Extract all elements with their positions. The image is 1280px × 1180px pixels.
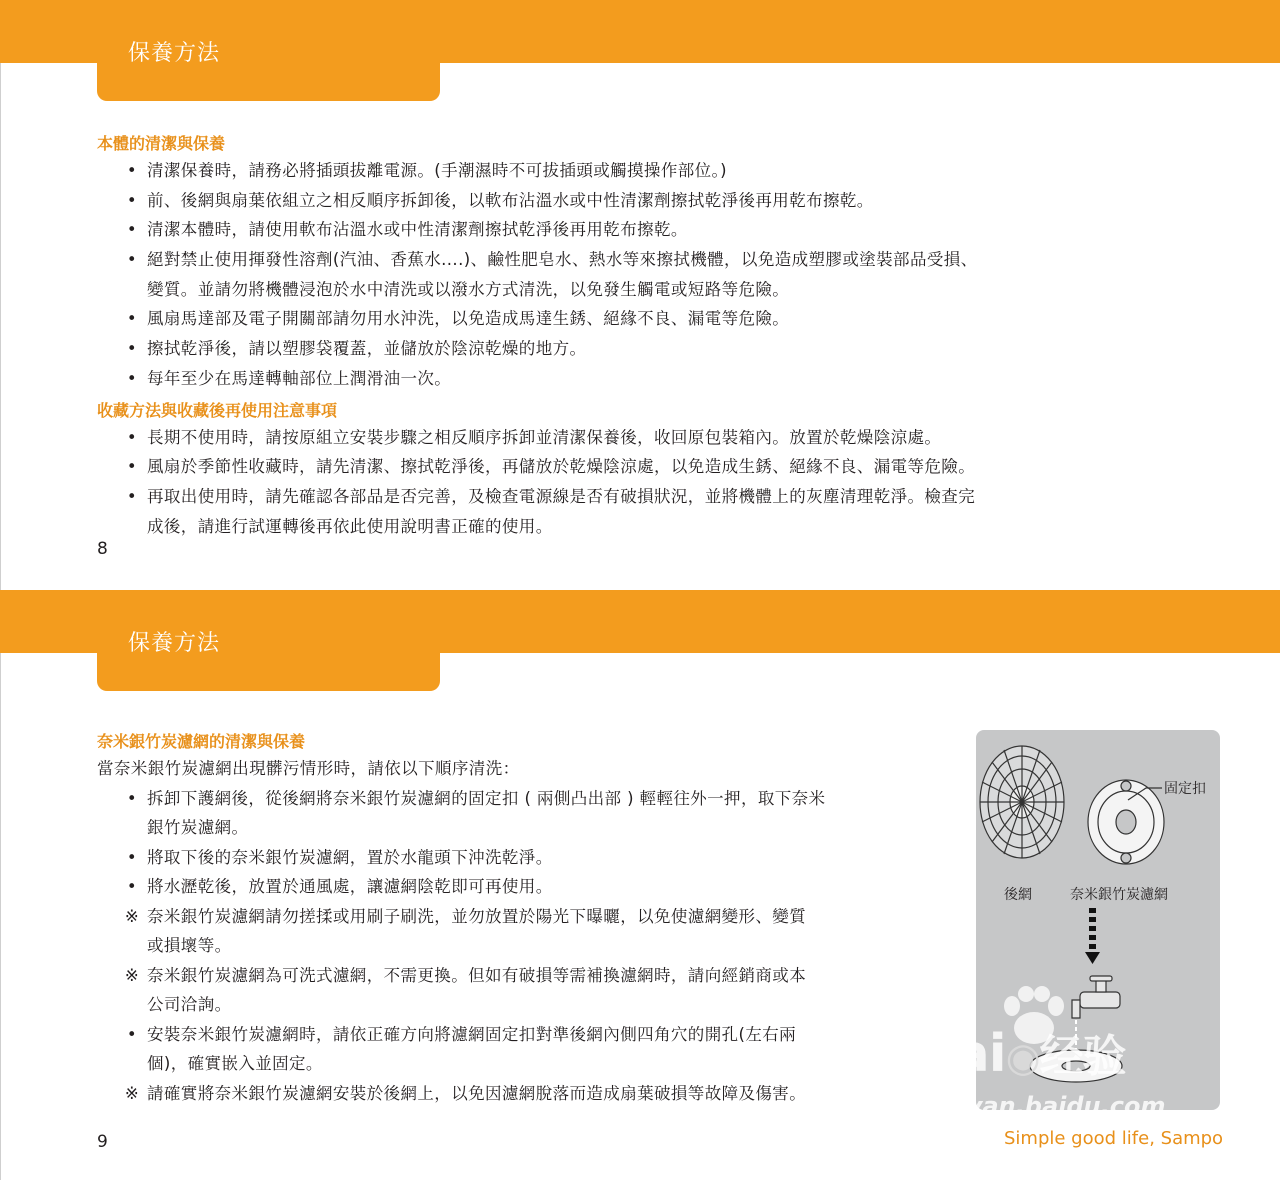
list-item: • 將取下後的奈米銀竹炭濾網，置於水龍頭下沖洗乾淨。: [124, 843, 954, 873]
bullet-dot-icon: •: [126, 309, 138, 328]
bullet-dot-icon: •: [126, 220, 138, 239]
note-item-continuation: 公司洽詢。: [147, 995, 232, 1014]
bullet-dot-icon: •: [126, 339, 138, 358]
note-mark-icon: ※: [124, 966, 140, 985]
fan-back-grill-icon: [980, 746, 1064, 858]
note-item-continuation: 或損壞等。: [147, 936, 232, 955]
note-mark-icon: ※: [124, 907, 140, 926]
list-item: • 清潔保養時，請務必將插頭拔離電源。(手潮濕時不可拔插頭或觸摸操作部位。): [124, 156, 1124, 186]
list-item-continuation: 個)，確實嵌入並固定。: [147, 1054, 323, 1073]
page-number: 9: [97, 1132, 108, 1152]
list-item: • 風扇馬達部及電子開關部請勿用水沖洗，以免造成馬達生銹、絕緣不良、漏電等危險。: [124, 304, 1124, 334]
bullet-dot-icon: •: [126, 428, 138, 447]
list-item: • 風扇於季節性收藏時，請先清潔、擦拭乾淨後，再儲放於乾燥陰涼處，以免造成生銹、絕緣不良、漏電等危險。: [124, 452, 1124, 482]
section-heading-filter: 奈米銀竹炭濾網的清潔與保養: [97, 732, 306, 751]
watermark-brand: Bai◉经验: [916, 1024, 1126, 1084]
page-number: 8: [97, 539, 108, 559]
list-item: • 拆卸下護網後，從後網將奈米銀竹炭濾網的固定扣 ( 兩側凸出部 ) 輕輕往外一押，取下奈米: [124, 784, 954, 814]
label-filter: 奈米銀竹炭濾網: [1070, 887, 1168, 903]
list-item: • 前、後網與扇葉依組立之相反順序拆卸後，以軟布沾溫水或中性清潔劑擦拭乾淨後再用乾布擦乾。: [124, 186, 1124, 216]
bullet-dot-icon: •: [126, 250, 138, 269]
bullet-dot-icon: •: [126, 457, 138, 476]
brand-slogan: Simple good life, Sampo: [1004, 1128, 1224, 1149]
bullet-dot-icon: •: [126, 848, 138, 867]
section-heading-body-cleaning: 本體的清潔與保養: [97, 134, 226, 153]
label-clip: 固定扣: [1164, 781, 1206, 797]
list-item: • 絕對禁止使用揮發性溶劑(汽油、香蕉水....)、鹼性肥皂水、熱水等來擦拭機體，以免造成塑膠或塗裝部品受損、: [124, 245, 1124, 275]
list-item: • 將水瀝乾後，放置於通風處，讓濾網陰乾即可再使用。: [124, 872, 954, 902]
note-item: ※ 請確實將奈米銀竹炭濾網安裝於後網上，以免因濾網脫落而造成扇葉破損等故障及傷害。: [124, 1079, 954, 1109]
page-title: 保養方法: [128, 41, 221, 66]
note-mark-icon: ※: [124, 1084, 140, 1103]
page-9: [0, 590, 1280, 1180]
list-item-continuation: 變質。並請勿將機體浸泡於水中清洗或以潑水方式清洗，以免發生觸電或短路等危險。: [147, 280, 790, 299]
list-item-continuation: 銀竹炭濾網。: [147, 818, 249, 837]
bullet-dot-icon: •: [126, 161, 138, 180]
bullet-dot-icon: •: [126, 877, 138, 896]
list-item: • 安裝奈米銀竹炭濾網時，請依正確方向將濾網固定扣對準後網內側四角穴的開孔(左右兩: [124, 1020, 954, 1050]
list-item: • 再取出使用時，請先確認各部品是否完善，及檢查電源線是否有破損狀況，並將機體上的灰塵清理乾淨。檢查完: [124, 482, 1124, 512]
watermark-url: jingyan.baidu.com: [916, 1092, 1166, 1120]
note-item: ※ 奈米銀竹炭濾網請勿搓揉或用刷子刷洗，並勿放置於陽光下曝曬，以免使濾網變形、變質: [124, 902, 954, 932]
list-item-continuation: 成後，請進行試運轉後再依此使用說明書正確的使用。: [147, 517, 553, 536]
page-left-border: [0, 590, 1, 1180]
list-item: • 擦拭乾淨後，請以塑膠袋覆蓋，並儲放於陰涼乾燥的地方。: [124, 334, 1124, 364]
bullet-dot-icon: •: [126, 789, 138, 808]
down-arrow-icon: [1085, 908, 1100, 964]
page-title: 保養方法: [128, 631, 221, 656]
note-item: ※ 奈米銀竹炭濾網為可洗式濾網，不需更換。但如有破損等需補換濾網時，請向經銷商或本: [124, 961, 954, 991]
section-heading-storage: 收藏方法與收藏後再使用注意事項: [97, 401, 338, 420]
intro-text: 當奈米銀竹炭濾網出現髒污情形時，請依以下順序清洗：: [97, 759, 520, 778]
bullet-dot-icon: •: [126, 191, 138, 210]
list-item: • 每年至少在馬達轉軸部位上潤滑油一次。: [124, 364, 1124, 394]
bullet-dot-icon: •: [126, 487, 138, 506]
page-left-border: [0, 0, 1, 590]
list-item: • 長期不使用時，請按原組立安裝步驟之相反順序拆卸並清潔保養後，收回原包裝箱內。放置於乾燥陰涼處。: [124, 423, 1124, 453]
filter-disc-icon: [1088, 780, 1164, 864]
bullet-dot-icon: •: [126, 1025, 138, 1044]
water-tap-icon: [1072, 976, 1120, 1018]
list-item: • 清潔本體時，請使用軟布沾溫水或中性清潔劑擦拭乾淨後再用乾布擦乾。: [124, 215, 1124, 245]
label-back-grill: 後網: [1004, 887, 1032, 903]
bullet-dot-icon: •: [126, 369, 138, 388]
